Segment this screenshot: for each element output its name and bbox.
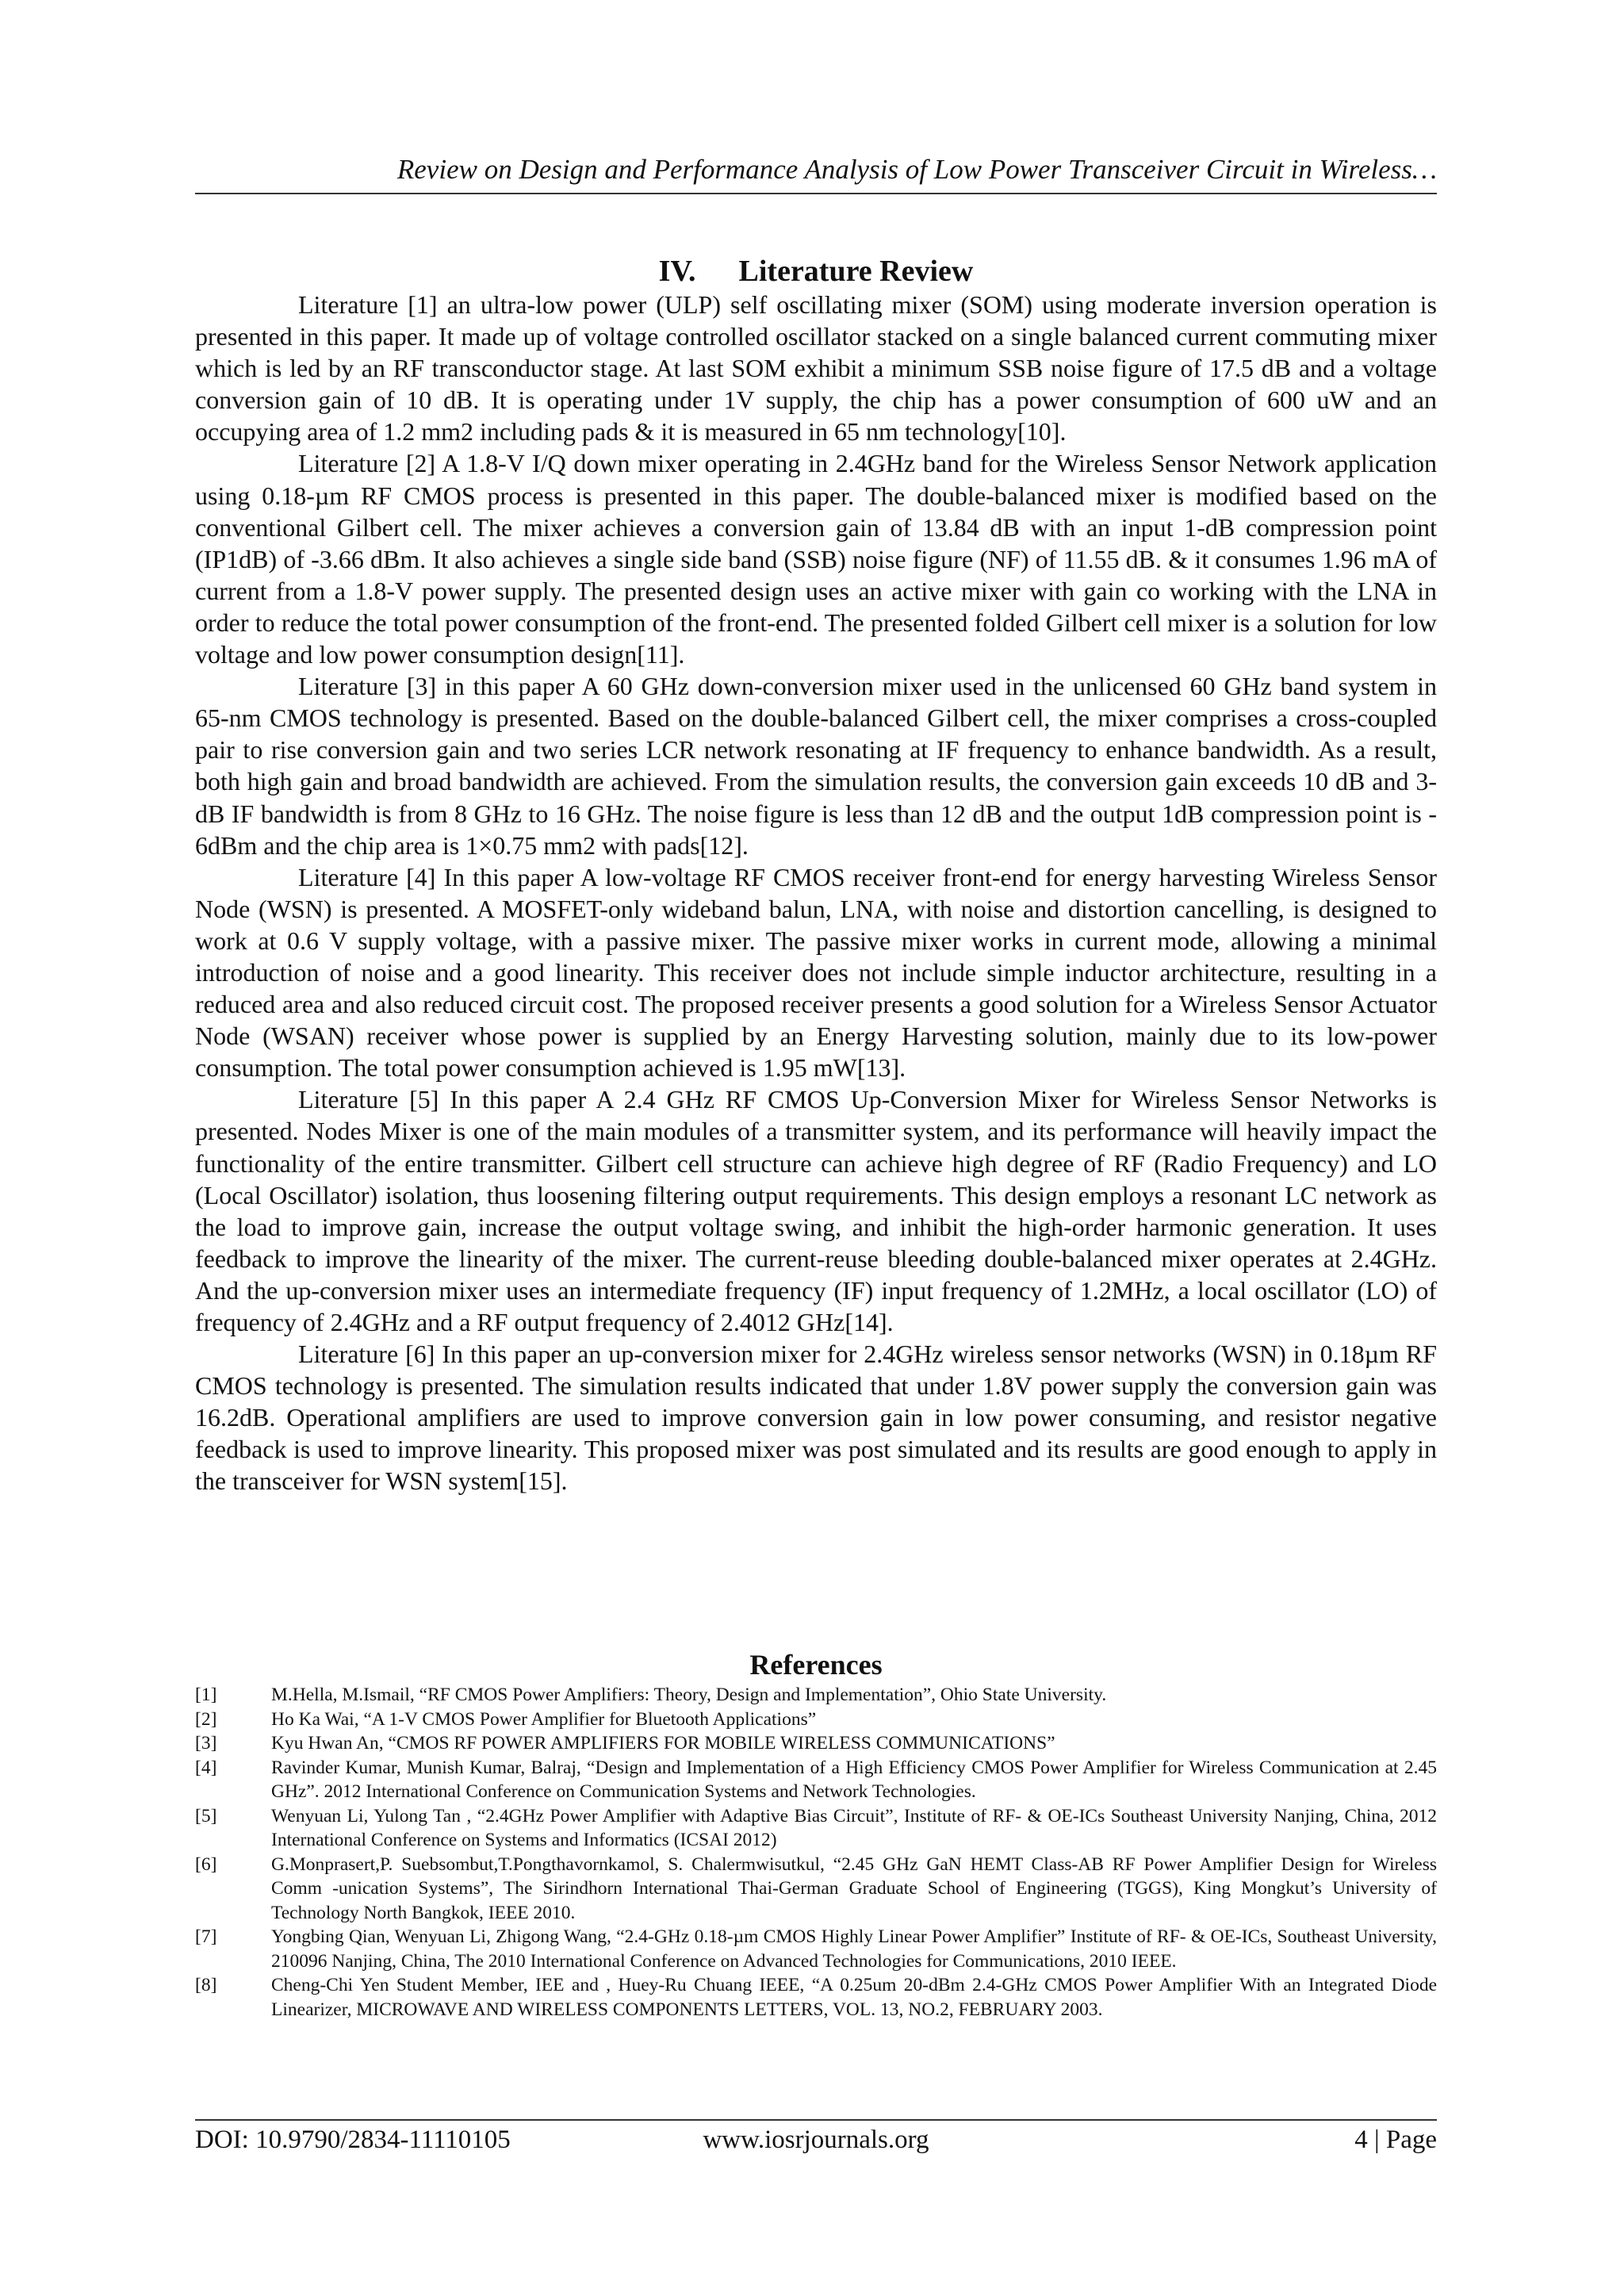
reference-item	[195, 1804, 1437, 1853]
reference-item	[195, 1853, 1437, 1926]
reference-text: Wenyuan Li, Yulong Tan , “2.4GHz Power Amplifier with Adaptive Bias Circuit”, Institute of RF- & OE-ICs Southeast University Nanjing, China, 2012 International Conference on Systems and Informatics (ICSAI 2012)	[271, 1805, 1437, 1850]
section-title: Literature Review	[738, 255, 974, 288]
reference-item	[195, 1708, 1437, 1732]
paragraph-literature-2: Literature [2] A 1.8-V I/Q down mixer operating in 2.4GHz band for the Wireless Sensor Network application using 0.18-µm RF CMOS process is presented in this paper. The double-balanced mixer is modified based on the conventional Gilbert cell. The mixer achieves a conversion gain of 13.84 dB with an input 1-dB compression point (IP1dB) of -3.66 dBm. It also achieves a single side band (SSB) noise figure (NF) of 11.55 dB. & it consumes 1.96 mA of current from a 1.8-V power supply. The presented design uses an active mixer with gain co working with the LNA in order to reduce the total power consumption of the front-end. The presented folded Gilbert cell mixer is a solution for low voltage and low power consumption design[11].	[195, 449, 1437, 669]
references-list	[195, 1683, 1437, 2022]
reference-text: G.Monprasert,P. Suebsombut,T.Pongthavornkamol, S. Chalermwisutkul, “2.45 GHz GaN HEMT Class-AB RF Power Amplifier Design for Wireless Comm -unication Systems”, The Sirindhorn International Thai-German Graduate School of Engineering (TGGS), King Mongkut’s University of Technology North Bangkok, IEEE 2010.	[271, 1853, 1437, 1923]
reference-item	[195, 1925, 1437, 1973]
section-number: IV.	[658, 255, 696, 288]
footer-page-number: 4 | Page	[1354, 2125, 1437, 2154]
reference-number: [5]	[195, 1805, 217, 1826]
reference-number: [3]	[195, 1733, 217, 1754]
reference-item	[195, 1756, 1437, 1804]
paragraph-literature-1: Literature [1] an ultra-low power (ULP) self oscillating mixer (SOM) using moderate inversion operation is presented in this paper. It made up of voltage controlled oscillator stacked on a single balanced current commuting mixer which is led by an RF transconductor stage. At last SOM exhibit a minimum SSB noise figure of 17.5 dB and a voltage conversion gain of 10 dB. It is operating under 1V supply, the chip has a power consumption of 600 uW and an occupying area of 1.2 mm2 including pads & it is measured in 65 nm technology[10].	[195, 290, 1437, 447]
header-divider	[195, 193, 1437, 194]
page-footer	[195, 2122, 1437, 2157]
reference-number: [7]	[195, 1926, 217, 1947]
reference-number: [6]	[195, 1853, 217, 1875]
reference-text: Cheng-Chi Yen Student Member, IEE and , Huey-Ru Chuang IEEE, “A 0.25um 20-dBm 2.4-GHz CMOS Power Amplifier With an Integrated Diode Linearizer, MICROWAVE AND WIRELESS COMPONENTS LETTERS, VOL. 13, NO.2, FEBRUARY 2003.	[271, 1975, 1437, 2020]
reference-item	[195, 1973, 1437, 2022]
reference-number: [1]	[195, 1685, 217, 1705]
section-heading	[195, 254, 1437, 289]
running-head: Review on Design and Performance Analysis of Low Power Transceiver Circuit in Wireless…	[396, 154, 1437, 185]
reference-number: [8]	[195, 1975, 217, 1995]
footer-divider	[195, 2119, 1437, 2121]
reference-item	[195, 1683, 1437, 1708]
paragraph-literature-3: Literature [3] in this paper A 60 GHz down-conversion mixer used in the unlicensed 60 GHz band system in 65-nm CMOS technology is presented. Based on the double-balanced Gilbert cell, the mixer comprises a cross-coupled pair to rise conversion gain and two series LCR network resonating at IF frequency to enhance bandwidth. As a result, both high gain and broad bandwidth are achieved. From the simulation results, the conversion gain exceeds 10 dB and 3-dB IF bandwidth is from 8 GHz to 16 GHz. The noise figure is less than 12 dB and the output 1dB compression point is - 6dBm and the chip area is 1×0.75 mm2 with pads[12].	[195, 672, 1437, 860]
reference-number: [2]	[195, 1708, 217, 1730]
footer-doi: DOI: 10.9790/2834-11110105	[195, 2125, 511, 2154]
reference-number: [4]	[195, 1757, 217, 1778]
reference-text: Kyu Hwan An, “CMOS RF POWER AMPLIFIERS FOR MOBILE WIRELESS COMMUNICATIONS”	[271, 1733, 1055, 1754]
reference-item	[195, 1731, 1437, 1756]
references-heading: References	[749, 1649, 883, 1681]
reference-text: Yongbing Qian, Wenyuan Li, Zhigong Wang, “2.4-GHz 0.18-µm CMOS Highly Linear Power Amplifier” Institute of RF- & OE-ICs, Southeast University, 210096 Nanjing, China, The 2010 International Conference on Advanced Technologies for Communications, 2010 IEEE.	[271, 1926, 1437, 1972]
reference-text: Ravinder Kumar, Munish Kumar, Balraj, “Design and Implementation of a High Efficiency CMOS Power Amplifier for Wireless Communication at 2.45 GHz”. 2012 International Conference on Communication Systems and Network Technologies.	[271, 1757, 1437, 1802]
reference-text: M.Hella, M.Ismail, “RF CMOS Power Amplifiers: Theory, Design and Implementation”, Ohio State University.	[271, 1685, 1107, 1705]
reference-text: Ho Ka Wai, “A 1-V CMOS Power Amplifier for Bluetooth Applications”	[271, 1708, 817, 1730]
paragraph-literature-6: Literature [6] In this paper an up-conversion mixer for 2.4GHz wireless sensor networks (WSN) in 0.18µm RF CMOS technology is presented. The simulation results indicated that under 1.8V power supply the conversion gain was 16.2dB. Operational amplifiers are used to improve conversion gain in low power consuming, and resistor negative feedback is used to improve linearity. This proposed mixer was post simulated and its results are good enough to apply in the transceiver for WSN system[15].	[195, 1340, 1437, 1496]
paragraph-literature-4: Literature [4] In this paper A low-voltage RF CMOS receiver front-end for energy harvesting Wireless Sensor Node (WSN) is presented. A MOSFET-only wideband balun, LNA, with noise and distortion cancelling, is designed to work at 0.6 V supply voltage, with a passive mixer. The passive mixer works in current mode, allowing a minimal introduction of noise and a good linearity. This receiver does not include simple inductor architecture, resulting in a reduced area and also reduced circuit cost. The proposed receiver presents a good solution for a Wireless Sensor Actuator Node (WSAN) receiver whose power is supplied by an Energy Harvesting solution, mainly due to its low-power consumption. The total power consumption achieved is 1.95 mW[13].	[195, 862, 1437, 1083]
body-text	[195, 289, 1437, 1497]
footer-website: www.iosrjournals.org	[703, 2125, 929, 2154]
paragraph-literature-5: Literature [5] In this paper A 2.4 GHz RF CMOS Up-Conversion Mixer for Wireless Sensor Networks is presented. Nodes Mixer is one of the main modules of a transmitter system, and its performance will heavily impact the functionality of the entire transmitter. Gilbert cell structure can achieve high degree of RF (Radio Frequency) and LO (Local Oscillator) isolation, thus loosening filtering output requirements. This design employs a resonant LC network as the load to improve gain, increase the output voltage swing, and inhibit the high-order harmonic generation. It uses feedback to improve the linearity of the mixer. The current-reuse bleeding double-balanced mixer operates at 2.4GHz. And the up-conversion mixer uses an intermediate frequency (IF) input frequency of 1.2MHz, a local oscillator (LO) of frequency of 2.4GHz and a RF output frequency of 2.4012 GHz[14].	[195, 1085, 1437, 1336]
